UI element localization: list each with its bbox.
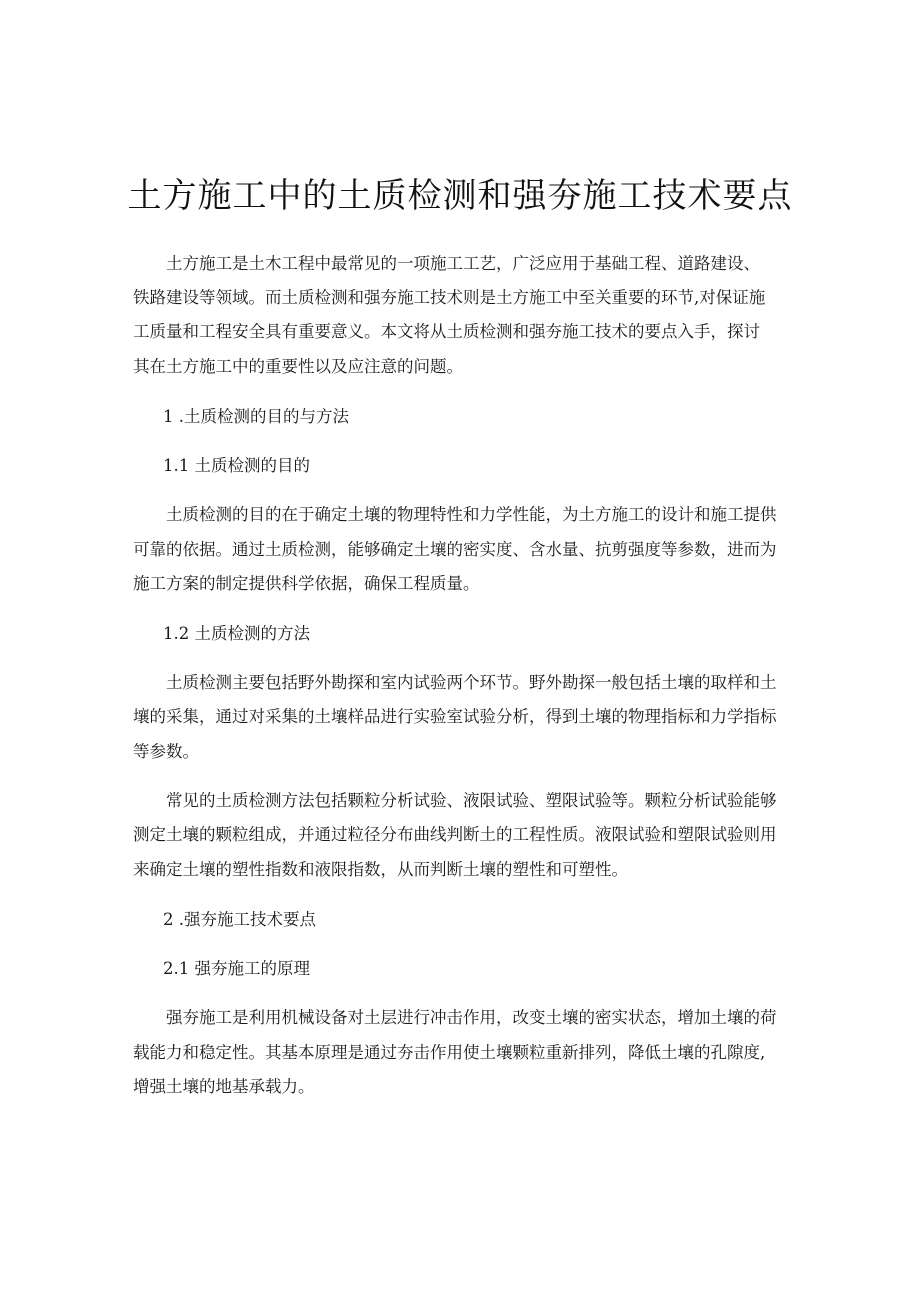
section-2-1-heading: 2.1 强夯施工的原理 xyxy=(163,959,310,978)
section-1-2-p1-line-2: 壤的采集，通过对采集的土壤样品进行实验室试验分析，得到土壤的物理指标和力学指标 xyxy=(133,707,777,726)
section-1-heading: 1 .土质检测的目的与方法 xyxy=(163,407,349,426)
section-1-1-line-3: 施工方案的制定提供科学依据，确保工程质量。 xyxy=(133,574,480,593)
document-title: 土方施工中的土质检测和强夯施工技术要点 xyxy=(127,176,793,216)
section-1-2-p1-line-1: 土质检测主要包括野外勘探和室内试验两个环节。野外勘探一般包括土壤的取样和土 xyxy=(166,673,777,692)
section-1-2-p2-line-2: 测定土壤的颗粒组成，并通过粒径分布曲线判断土的工程性质。液限试验和塑限试验则用 xyxy=(133,825,777,844)
section-1-2-p2-line-3: 来确定土壤的塑性指数和液限指数，从而判断土壤的塑性和可塑性。 xyxy=(133,860,628,879)
section-2-1-line-1: 强夯施工是利用机械设备对土层进行冲击作用，改变土壤的密实状态，增加土壤的荷 xyxy=(166,1008,777,1027)
section-1-2-p1-line-3: 等参数。 xyxy=(133,742,199,761)
section-1-2-heading: 1.2 土质检测的方法 xyxy=(163,624,310,643)
section-1-1-heading: 1.1 土质检测的目的 xyxy=(163,456,310,475)
intro-line-4: 其在土方施工中的重要性以及应注意的问题。 xyxy=(133,357,463,376)
section-1-1-line-2: 可靠的依据。通过土质检测，能够确定土壤的密实度、含水量、抗剪强度等参数，进而为 xyxy=(133,540,777,559)
section-1-1-line-1: 土质检测的目的在于确定土壤的物理特性和力学性能，为土方施工的设计和施工提供 xyxy=(166,505,777,524)
intro-line-1: 土方施工是土木工程中最常见的一项施工工艺，广泛应用于基础工程、道路建设、 xyxy=(166,254,760,273)
section-1-2-p2-line-1: 常见的土质检测方法包括颗粒分析试验、液限试验、塑限试验等。颗粒分析试验能够 xyxy=(166,791,777,810)
section-2-1-line-3: 增强土壤的地基承载力。 xyxy=(133,1077,315,1096)
intro-line-2: 铁路建设等领域。而土质检测和强夯施工技术则是土方施工中至关重要的环节,对保证施 xyxy=(133,288,766,307)
section-2-heading: 2 .强夯施工技术要点 xyxy=(163,910,316,929)
intro-line-3: 工质量和工程安全具有重要意义。本文将从土质检测和强夯施工技术的要点入手，探讨 xyxy=(133,322,760,341)
section-2-1-line-2: 载能力和稳定性。其基本原理是通过夯击作用使土壤颗粒重新排列，降低土壤的孔隙度, xyxy=(133,1043,766,1062)
